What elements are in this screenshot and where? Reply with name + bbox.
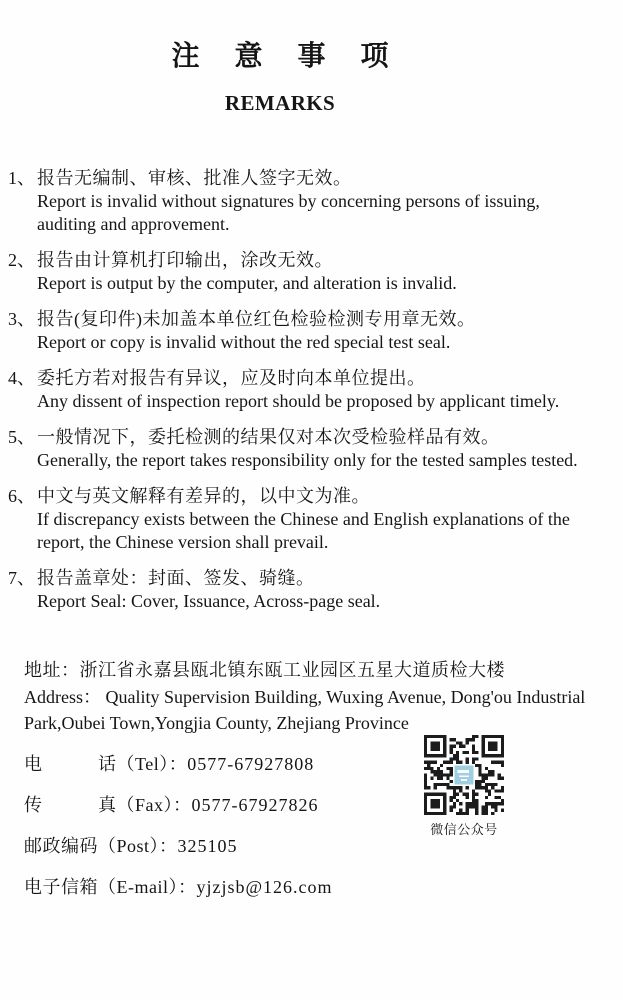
- item-text-cn: 一般情况下，委托检测的结果仅对本次受检验样品有效。: [37, 427, 500, 447]
- contact-value: 325105: [177, 836, 238, 856]
- item-text-cn: 报告(复印件)未加盖本单位红色检验检测专用章无效。: [37, 309, 476, 329]
- item-number: 1、: [8, 168, 35, 188]
- address-line-cn: 地址：浙江省永嘉县瓯北镇东瓯工业园区五星大道质检大楼: [24, 660, 505, 680]
- item-text-cn: 报告无编制、审核、批准人签字无效。: [37, 168, 352, 188]
- page-title-en: REMARKS: [224, 91, 336, 115]
- contact-row-tel: [24, 752, 623, 776]
- list-item: [0, 367, 623, 413]
- item-text-en: Generally, the report takes responsibility only for the tested samples tested.: [37, 450, 578, 470]
- wechat-qr-block: [424, 735, 504, 838]
- list-item: [0, 167, 623, 236]
- item-text-en: Any dissent of inspection report should be proposed by applicant timely.: [37, 391, 560, 411]
- list-item: [0, 567, 623, 613]
- contact-label: 电 话（Tel）：: [24, 754, 188, 774]
- contact-label: 邮政编码（Post）：: [24, 836, 178, 856]
- item-text-en: Report is output by the computer, and alteration is invalid.: [37, 273, 457, 293]
- contact-label: 电子信箱（E-mail）：: [24, 877, 197, 897]
- item-number: 2、: [8, 250, 35, 270]
- contact-row-fax: [24, 793, 623, 817]
- address-block: [24, 657, 594, 736]
- contact-value: 0577-67927808: [187, 754, 315, 774]
- item-number: 3、: [8, 309, 35, 329]
- item-text-en: Report or copy is invalid without the red special test seal.: [37, 332, 451, 352]
- item-text-en: Report is invalid without signatures by concerning persons of issuing, auditing and approvement.: [37, 191, 540, 234]
- item-number: 6、: [8, 486, 35, 506]
- page-title-cn: 注意事项: [171, 41, 424, 72]
- item-number: 5、: [8, 427, 35, 447]
- item-text-en: Report Seal: Cover, Issuance, Across-page seal.: [37, 591, 381, 611]
- item-text-cn: 委托方若对报告有异议，应及时向本单位提出。: [37, 368, 426, 388]
- qr-caption: 微信公众号: [430, 822, 498, 837]
- item-text-cn: 报告盖章处：封面、签发、骑缝。: [37, 568, 315, 588]
- item-number: 7、: [8, 568, 35, 588]
- contact-row-post: [24, 834, 623, 858]
- item-text-cn: 报告由计算机打印输出，涂改无效。: [37, 250, 333, 270]
- address-line-en: Address： Quality Supervision Building, Wuxing Avenue, Dong'ou Industrial Park,Oubei Town,Yongjia County, Zhejiang Province: [24, 687, 586, 733]
- contact-block: [24, 752, 623, 899]
- item-text-en: If discrepancy exists between the Chinese and English explanations of the report, the Chinese version shall prevail.: [37, 509, 570, 552]
- title-block: [0, 34, 560, 116]
- list-item: [0, 308, 623, 354]
- item-number: 4、: [8, 368, 35, 388]
- contact-label: 传 真（Fax）：: [24, 795, 192, 815]
- remarks-list: [0, 167, 623, 613]
- contact-row-email: [24, 875, 623, 899]
- contact-value: 0577-67927826: [191, 795, 319, 815]
- list-item: [0, 249, 623, 295]
- item-text-cn: 中文与英文解释有差异的，以中文为准。: [37, 486, 370, 506]
- contact-value: yjzjsb@126.com: [196, 877, 333, 897]
- list-item: [0, 485, 623, 554]
- qr-code-icon: [424, 735, 504, 815]
- list-item: [0, 426, 623, 472]
